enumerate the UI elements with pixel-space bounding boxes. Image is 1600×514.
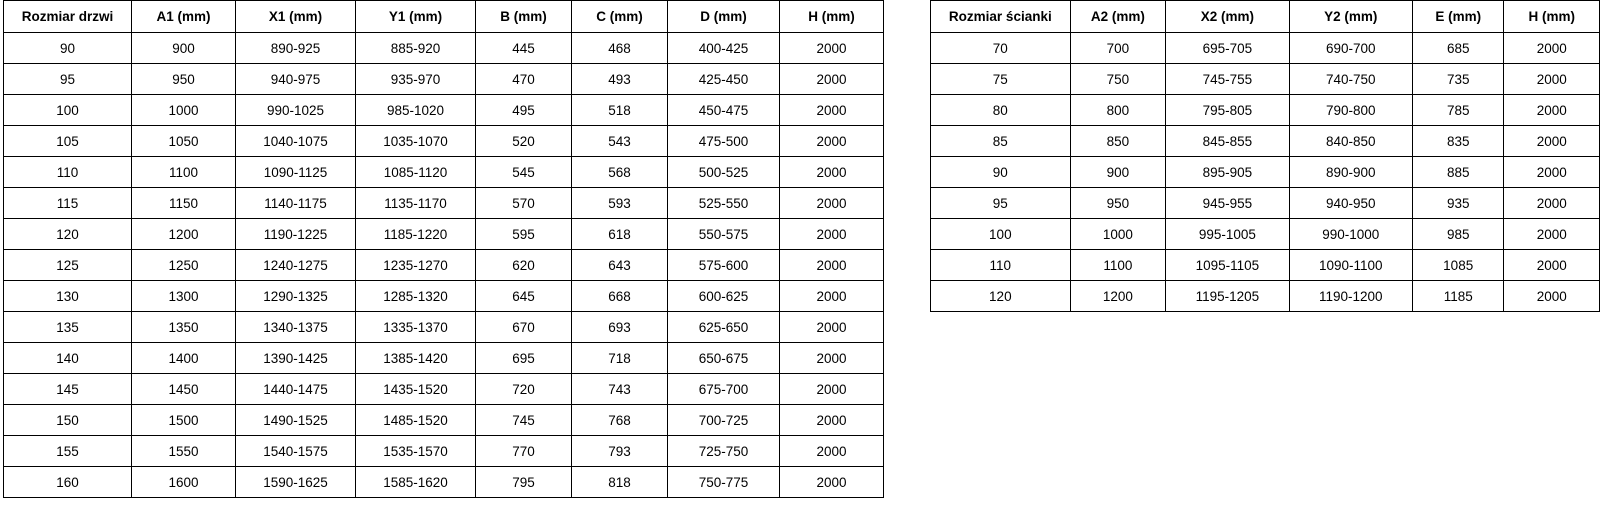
doors-cell: 1490-1525: [236, 405, 356, 436]
doors-cell: 445: [476, 33, 572, 64]
doors-cell: 1085-1120: [356, 157, 476, 188]
doors-cell: 100: [4, 95, 132, 126]
walls-cell: 100: [931, 219, 1071, 250]
walls-cell: 70: [931, 33, 1071, 64]
doors-dimensions-table: [3, 0, 884, 498]
walls-cell: 995-1005: [1166, 219, 1289, 250]
table-row: [4, 436, 884, 467]
doors-column-header: C (mm): [572, 1, 668, 33]
table-row: [931, 281, 1600, 312]
walls-table-body: [931, 33, 1600, 312]
walls-cell: 850: [1070, 126, 1166, 157]
doors-cell: 770: [476, 436, 572, 467]
doors-cell: 700-725: [668, 405, 780, 436]
doors-cell: 150: [4, 405, 132, 436]
doors-cell: 890-925: [236, 33, 356, 64]
doors-cell: 2000: [780, 126, 884, 157]
doors-cell: 1600: [132, 467, 236, 498]
doors-cell: 1300: [132, 281, 236, 312]
walls-cell: 2000: [1504, 188, 1600, 219]
doors-cell: 1135-1170: [356, 188, 476, 219]
doors-cell: 450-475: [668, 95, 780, 126]
doors-column-header: B (mm): [476, 1, 572, 33]
doors-cell: 135: [4, 312, 132, 343]
doors-cell: 668: [572, 281, 668, 312]
doors-cell: 695: [476, 343, 572, 374]
doors-cell: 1000: [132, 95, 236, 126]
walls-cell: 1200: [1070, 281, 1166, 312]
table-row: [4, 343, 884, 374]
doors-cell: 1150: [132, 188, 236, 219]
table-header-row: [4, 1, 884, 33]
doors-cell: 675-700: [668, 374, 780, 405]
doors-cell: 645: [476, 281, 572, 312]
doors-cell: 545: [476, 157, 572, 188]
walls-cell: 1190-1200: [1289, 281, 1412, 312]
walls-cell: 700: [1070, 33, 1166, 64]
walls-cell: 890-900: [1289, 157, 1412, 188]
table-row: [4, 188, 884, 219]
doors-cell: 495: [476, 95, 572, 126]
walls-cell: 110: [931, 250, 1071, 281]
doors-cell: 1350: [132, 312, 236, 343]
doors-cell: 650-675: [668, 343, 780, 374]
walls-cell: 95: [931, 188, 1071, 219]
doors-cell: 2000: [780, 188, 884, 219]
doors-cell: 1240-1275: [236, 250, 356, 281]
walls-cell: 790-800: [1289, 95, 1412, 126]
walls-cell: 1090-1100: [1289, 250, 1412, 281]
doors-cell: 793: [572, 436, 668, 467]
walls-cell: 750: [1070, 64, 1166, 95]
doors-cell: 985-1020: [356, 95, 476, 126]
doors-cell: 743: [572, 374, 668, 405]
walls-cell: 840-850: [1289, 126, 1412, 157]
walls-cell: 695-705: [1166, 33, 1289, 64]
doors-cell: 950: [132, 64, 236, 95]
doors-cell: 1540-1575: [236, 436, 356, 467]
walls-cell: 985: [1412, 219, 1504, 250]
walls-cell: 945-955: [1166, 188, 1289, 219]
table-row: [4, 467, 884, 498]
doors-cell: 2000: [780, 374, 884, 405]
walls-column-header: E (mm): [1412, 1, 1504, 33]
doors-cell: 90: [4, 33, 132, 64]
doors-cell: 1140-1175: [236, 188, 356, 219]
doors-cell: 1500: [132, 405, 236, 436]
doors-cell: 768: [572, 405, 668, 436]
table-row: [931, 64, 1600, 95]
doors-cell: 518: [572, 95, 668, 126]
doors-cell: 625-650: [668, 312, 780, 343]
doors-cell: 935-970: [356, 64, 476, 95]
doors-cell: 125: [4, 250, 132, 281]
walls-cell: 75: [931, 64, 1071, 95]
walls-column-header: A2 (mm): [1070, 1, 1166, 33]
doors-column-header: H (mm): [780, 1, 884, 33]
doors-cell: 2000: [780, 157, 884, 188]
walls-cell: 1000: [1070, 219, 1166, 250]
walls-cell: 735: [1412, 64, 1504, 95]
doors-cell: 1250: [132, 250, 236, 281]
walls-cell: 1185: [1412, 281, 1504, 312]
table-row: [4, 219, 884, 250]
table-row: [931, 33, 1600, 64]
table-row: [931, 126, 1600, 157]
doors-cell: 1090-1125: [236, 157, 356, 188]
doors-cell: 1485-1520: [356, 405, 476, 436]
doors-cell: 718: [572, 343, 668, 374]
walls-cell: 2000: [1504, 95, 1600, 126]
doors-cell: 470: [476, 64, 572, 95]
walls-cell: 2000: [1504, 126, 1600, 157]
doors-cell: 1535-1570: [356, 436, 476, 467]
doors-cell: 110: [4, 157, 132, 188]
walls-cell: 950: [1070, 188, 1166, 219]
doors-column-header: X1 (mm): [236, 1, 356, 33]
doors-cell: 1385-1420: [356, 343, 476, 374]
doors-cell: 2000: [780, 281, 884, 312]
doors-cell: 140: [4, 343, 132, 374]
walls-column-header: Y2 (mm): [1289, 1, 1412, 33]
doors-cell: 570: [476, 188, 572, 219]
doors-cell: 818: [572, 467, 668, 498]
walls-cell: 2000: [1504, 219, 1600, 250]
walls-cell: 795-805: [1166, 95, 1289, 126]
doors-cell: 940-975: [236, 64, 356, 95]
doors-cell: 600-625: [668, 281, 780, 312]
walls-cell: 80: [931, 95, 1071, 126]
doors-cell: 475-500: [668, 126, 780, 157]
table-row: [4, 64, 884, 95]
table-row: [4, 374, 884, 405]
table-row: [931, 219, 1600, 250]
doors-cell: 990-1025: [236, 95, 356, 126]
doors-cell: 2000: [780, 219, 884, 250]
walls-column-header: Rozmiar ścianki: [931, 1, 1071, 33]
doors-cell: 1285-1320: [356, 281, 476, 312]
doors-cell: 493: [572, 64, 668, 95]
table-row: [931, 250, 1600, 281]
doors-cell: 1050: [132, 126, 236, 157]
doors-cell: 720: [476, 374, 572, 405]
walls-cell: 845-855: [1166, 126, 1289, 157]
doors-cell: 95: [4, 64, 132, 95]
walls-cell: 740-750: [1289, 64, 1412, 95]
walls-cell: 935: [1412, 188, 1504, 219]
doors-cell: 1450: [132, 374, 236, 405]
doors-cell: 568: [572, 157, 668, 188]
doors-cell: 2000: [780, 343, 884, 374]
table-row: [4, 250, 884, 281]
doors-cell: 693: [572, 312, 668, 343]
doors-cell: 885-920: [356, 33, 476, 64]
doors-cell: 115: [4, 188, 132, 219]
doors-cell: 1390-1425: [236, 343, 356, 374]
walls-cell: 2000: [1504, 64, 1600, 95]
doors-cell: 2000: [780, 405, 884, 436]
walls-cell: 2000: [1504, 281, 1600, 312]
doors-cell: 593: [572, 188, 668, 219]
doors-cell: 1185-1220: [356, 219, 476, 250]
walls-column-header: X2 (mm): [1166, 1, 1289, 33]
doors-cell: 670: [476, 312, 572, 343]
doors-cell: 155: [4, 436, 132, 467]
doors-cell: 2000: [780, 436, 884, 467]
table-row: [4, 312, 884, 343]
doors-cell: 2000: [780, 33, 884, 64]
doors-table-container: [3, 0, 884, 498]
table-row: [4, 126, 884, 157]
walls-cell: 990-1000: [1289, 219, 1412, 250]
doors-cell: 543: [572, 126, 668, 157]
table-row: [4, 95, 884, 126]
walls-cell: 895-905: [1166, 157, 1289, 188]
doors-cell: 145: [4, 374, 132, 405]
doors-cell: 2000: [780, 95, 884, 126]
walls-table-container: [930, 0, 1600, 312]
table-row: [4, 157, 884, 188]
walls-cell: 835: [1412, 126, 1504, 157]
doors-cell: 2000: [780, 312, 884, 343]
table-row: [4, 281, 884, 312]
doors-cell: 643: [572, 250, 668, 281]
walls-column-header: H (mm): [1504, 1, 1600, 33]
doors-column-header: Y1 (mm): [356, 1, 476, 33]
walls-cell: 1100: [1070, 250, 1166, 281]
walls-cell: 785: [1412, 95, 1504, 126]
table-row: [4, 33, 884, 64]
walls-cell: 940-950: [1289, 188, 1412, 219]
walls-cell: 120: [931, 281, 1071, 312]
walls-cell: 2000: [1504, 250, 1600, 281]
doors-cell: 1435-1520: [356, 374, 476, 405]
walls-cell: 1195-1205: [1166, 281, 1289, 312]
doors-cell: 795: [476, 467, 572, 498]
doors-cell: 1290-1325: [236, 281, 356, 312]
walls-cell: 690-700: [1289, 33, 1412, 64]
doors-cell: 2000: [780, 250, 884, 281]
walls-dimensions-table: [930, 0, 1600, 312]
doors-cell: 900: [132, 33, 236, 64]
doors-cell: 105: [4, 126, 132, 157]
doors-cell: 595: [476, 219, 572, 250]
walls-cell: 900: [1070, 157, 1166, 188]
doors-cell: 1335-1370: [356, 312, 476, 343]
doors-cell: 468: [572, 33, 668, 64]
doors-cell: 1400: [132, 343, 236, 374]
doors-cell: 520: [476, 126, 572, 157]
doors-cell: 1585-1620: [356, 467, 476, 498]
doors-cell: 2000: [780, 64, 884, 95]
doors-cell: 1550: [132, 436, 236, 467]
doors-cell: 160: [4, 467, 132, 498]
doors-cell: 550-575: [668, 219, 780, 250]
doors-table-body: [4, 33, 884, 498]
doors-cell: 1035-1070: [356, 126, 476, 157]
walls-cell: 2000: [1504, 157, 1600, 188]
doors-cell: 1040-1075: [236, 126, 356, 157]
doors-cell: 130: [4, 281, 132, 312]
walls-cell: 685: [1412, 33, 1504, 64]
doors-cell: 750-775: [668, 467, 780, 498]
doors-cell: 745: [476, 405, 572, 436]
walls-cell: 745-755: [1166, 64, 1289, 95]
walls-table-head: [931, 1, 1600, 33]
walls-cell: 1095-1105: [1166, 250, 1289, 281]
doors-table-head: [4, 1, 884, 33]
doors-column-header: A1 (mm): [132, 1, 236, 33]
table-row: [4, 405, 884, 436]
doors-cell: 2000: [780, 467, 884, 498]
doors-cell: 500-525: [668, 157, 780, 188]
doors-cell: 1340-1375: [236, 312, 356, 343]
doors-cell: 400-425: [668, 33, 780, 64]
doors-cell: 1200: [132, 219, 236, 250]
doors-cell: 1440-1475: [236, 374, 356, 405]
table-row: [931, 157, 1600, 188]
table-header-row: [931, 1, 1600, 33]
doors-cell: 618: [572, 219, 668, 250]
doors-cell: 575-600: [668, 250, 780, 281]
walls-cell: 2000: [1504, 33, 1600, 64]
table-row: [931, 95, 1600, 126]
walls-cell: 800: [1070, 95, 1166, 126]
doors-cell: 620: [476, 250, 572, 281]
doors-cell: 120: [4, 219, 132, 250]
doors-column-header: D (mm): [668, 1, 780, 33]
doors-cell: 1235-1270: [356, 250, 476, 281]
walls-cell: 90: [931, 157, 1071, 188]
doors-cell: 725-750: [668, 436, 780, 467]
walls-cell: 85: [931, 126, 1071, 157]
walls-cell: 885: [1412, 157, 1504, 188]
table-row: [931, 188, 1600, 219]
doors-cell: 1190-1225: [236, 219, 356, 250]
doors-cell: 1100: [132, 157, 236, 188]
doors-column-header: Rozmiar drzwi: [4, 1, 132, 33]
doors-cell: 425-450: [668, 64, 780, 95]
doors-cell: 525-550: [668, 188, 780, 219]
walls-cell: 1085: [1412, 250, 1504, 281]
doors-cell: 1590-1625: [236, 467, 356, 498]
